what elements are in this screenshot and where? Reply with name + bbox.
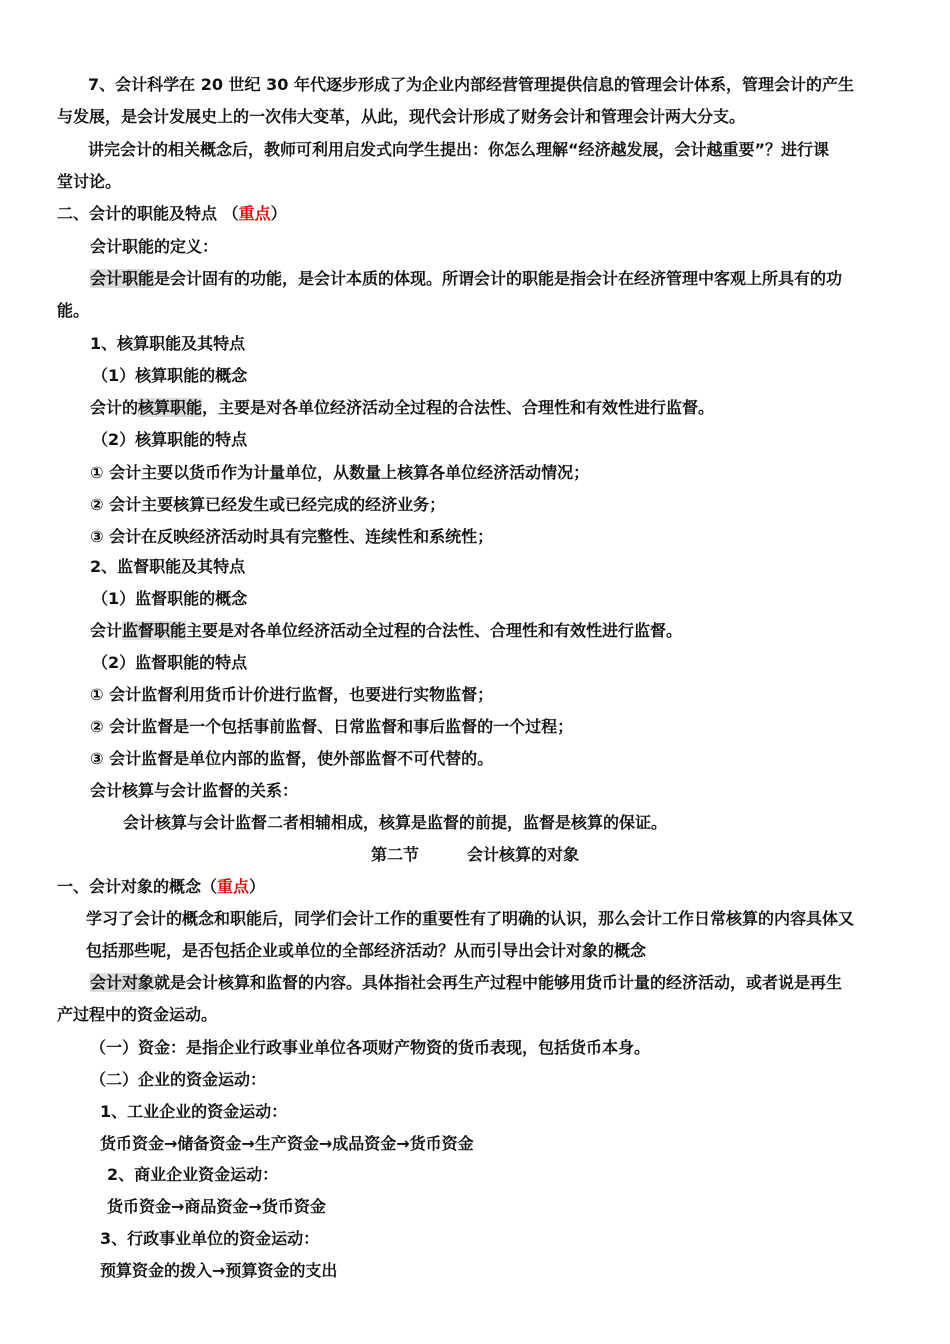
heading-text-end: ）	[270, 204, 287, 223]
subheading: 3、行政事业单位的资金运动：	[100, 1229, 320, 1248]
flow-line: 货币资金→储备资金→生产资金→成品资金→货币资金	[100, 1134, 474, 1153]
paragraph-line	[90, 397, 714, 419]
paragraph-line	[90, 972, 842, 994]
paragraph-line: 与发展，是会计发展史上的一次伟大变革，从此，现代会计形成了财务会计和管理会计两大分支。	[57, 107, 746, 126]
section-heading-object	[57, 876, 265, 898]
paragraph-line	[90, 620, 682, 642]
paragraph-line: 会计核算与会计监督二者相辅相成，核算是监督的前提，监督是核算的保证。	[123, 813, 668, 832]
flow-line: 货币资金→商品资金→货币资金	[107, 1197, 326, 1216]
paragraph-text: 主要是对各单位经济活动全过程的合法性、合理性和有效性进行监督。	[186, 621, 683, 640]
heading-text: 二、会计的职能及特点 （	[57, 204, 239, 223]
paragraph-text: 是会计固有的功能，是会计本质的体现。所谓会计的职能是指会计在经济管理中客观上所具有的功	[154, 269, 843, 288]
section-title: 第二节 会计核算的对象	[370, 845, 579, 864]
highlighted-term: 会计对象	[90, 973, 155, 992]
paragraph-line: 讲完会计的相关概念后，教师可利用启发式向学生提出：你怎么理解“经济越发展，会计越重要”？进行课	[88, 140, 830, 159]
paragraph-line: 产过程中的资金运动。	[57, 1005, 218, 1024]
key-point-tag: 重点	[217, 877, 250, 896]
paragraph-text: 会计的	[90, 398, 139, 417]
key-point-tag: 重点	[238, 204, 271, 223]
paragraph-line: 包括那些呢，是否包括企业或单位的全部经济活动？从而引导出会计对象的概念	[86, 941, 647, 960]
subheading: （二）企业的资金运动：	[90, 1070, 267, 1089]
list-item: ① 会计监督利用货币计价进行监督，也要进行实物监督；	[90, 685, 494, 704]
subheading: 2、监督职能及其特点	[90, 557, 246, 576]
paragraph-line	[90, 268, 842, 290]
list-item: ② 会计主要核算已经发生或已经完成的经济业务；	[90, 495, 446, 514]
highlighted-term: 核算职能	[138, 398, 203, 417]
list-item: ② 会计监督是一个包括事前监督、日常监督和事后监督的一个过程；	[90, 717, 574, 736]
subheading: 1、工业企业的资金运动：	[100, 1102, 288, 1121]
highlighted-term: 会计职能	[90, 269, 155, 288]
list-item: ③ 会计在反映经济活动时具有完整性、连续性和系统性；	[90, 527, 494, 546]
subheading: 1、核算职能及其特点	[90, 334, 246, 353]
section-heading-functions	[57, 203, 287, 225]
flow-line: 预算资金的拨入→预算资金的支出	[100, 1261, 338, 1280]
heading-text: 一、会计对象的概念（	[57, 877, 218, 896]
subheading: （1）核算职能的概念	[92, 366, 248, 385]
paragraph-line: （一）资金：是指企业行政事业单位各项财产物资的货币表现，包括货币本身。	[90, 1038, 651, 1057]
paragraph-line: 堂讨论。	[57, 172, 122, 191]
paragraph-text: 会计	[90, 621, 123, 640]
definition-label: 会计职能的定义：	[90, 237, 219, 256]
subheading: 2、商业企业资金运动：	[107, 1165, 279, 1184]
heading-text-end: ）	[249, 877, 266, 896]
list-item: ① 会计主要以货币作为计量单位，从数量上核算各单位经济活动情况；	[90, 463, 590, 482]
list-item: ③ 会计监督是单位内部的监督，使外部监督不可代替的。	[90, 749, 494, 768]
subheading: （2）核算职能的特点	[92, 430, 248, 449]
highlighted-term: 监督职能	[122, 621, 187, 640]
paragraph-line: 能。	[57, 301, 90, 320]
paragraph-line: 7、会计科学在 20 世纪 30 年代逐步形成了为企业内部经营管理提供信息的管理会计体系，管理会计的产生	[88, 75, 854, 94]
paragraph-line: 学习了会计的概念和职能后，同学们会计工作的重要性有了明确的认识，那么会计工作日常核算的内容具体又	[86, 909, 855, 928]
subheading: （1）监督职能的概念	[92, 589, 248, 608]
paragraph-text: 就是会计核算和监督的内容。具体指社会再生产过程中能够用货币计量的经济活动，或者说是再生	[154, 973, 843, 992]
subheading: （2）监督职能的特点	[92, 653, 248, 672]
paragraph-text: ，主要是对各单位经济活动全过程的合法性、合理性和有效性进行监督。	[202, 398, 715, 417]
subheading: 会计核算与会计监督的关系：	[90, 781, 299, 800]
